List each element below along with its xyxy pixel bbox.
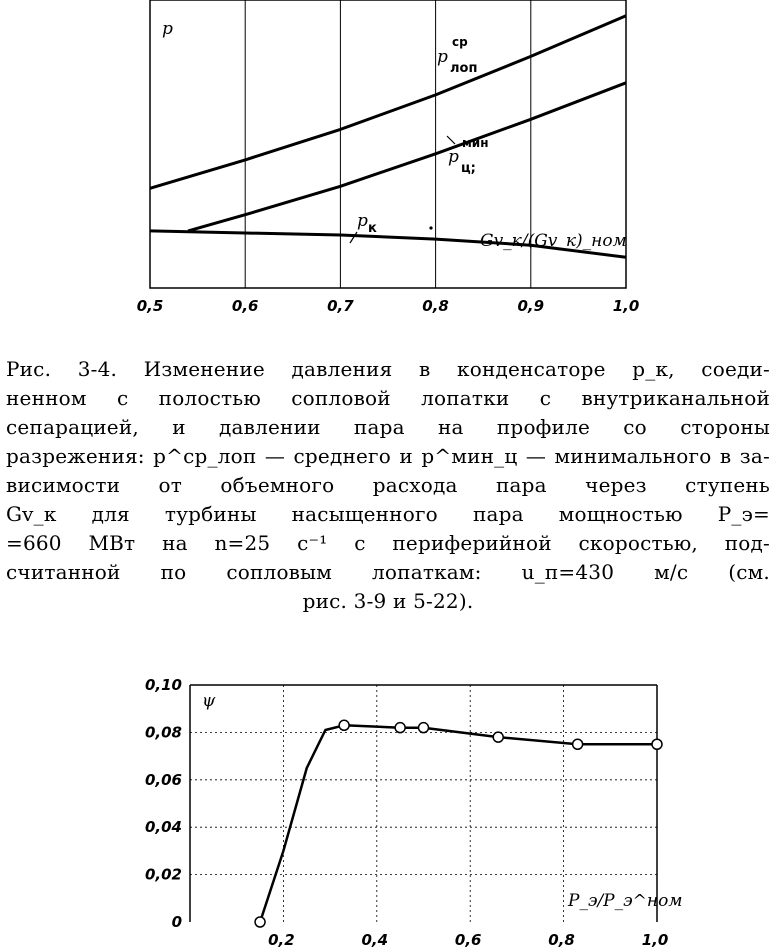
data-point	[573, 739, 583, 749]
label-p-k-sub: к	[368, 221, 377, 236]
y-axis-letter: ψ	[202, 691, 216, 711]
data-point	[339, 720, 349, 730]
caption-line: считанной по сопловым лопаткам: u_п=430 м/с (см.	[6, 560, 770, 584]
y-tick-label: 0,02	[144, 865, 182, 884]
series-line-0	[150, 16, 626, 189]
x-tick-label: 0,6	[231, 297, 259, 315]
x-tick-label: 1,0	[641, 931, 669, 949]
pressure-chart-x-ticks	[137, 297, 640, 315]
figure-caption	[6, 355, 770, 616]
y-tick-label: 0	[171, 913, 182, 931]
label-p-c-leader	[447, 136, 455, 144]
caption-line: разрежения: p^ср_лоп — среднего и p^мин_ц — минимального в за-	[6, 444, 770, 468]
x-axis-label: Gv_к/(Gv_к)_ном	[480, 231, 627, 251]
label-p-lop-sup: ср	[452, 35, 468, 49]
caption-line: Gv_к для турбины насыщенного пара мощностью P_э=	[6, 502, 770, 526]
label-p-k-leader	[350, 232, 357, 243]
caption-line: Рис. 3-4. Изменение давления в конденсаторе p_к, соеди-	[6, 357, 770, 381]
psi-chart-y-ticks	[145, 676, 182, 931]
caption-line: висимости от объемного расхода пара через ступень	[6, 473, 770, 497]
psi-chart	[0, 670, 776, 952]
caption-line: ненном с полостью сопловой лопатки с внутриканальной	[6, 386, 770, 410]
label-p-k-base: p	[357, 211, 368, 231]
data-point	[395, 723, 405, 733]
caption-line: =660 МВт на n=25 с⁻¹ с периферийной скоростью, под-	[6, 531, 770, 555]
psi-chart-grid	[190, 685, 657, 922]
data-point	[255, 917, 265, 927]
x-tick-label: 0,8	[548, 931, 575, 949]
x-tick-label: 0,7	[327, 297, 354, 315]
x-axis-label: P_э/P_э^ном	[568, 891, 683, 911]
label-p-c-sup: мин	[462, 136, 489, 150]
caption-line: рис. 3-9 и 5-22).	[302, 589, 474, 613]
y-tick-label: 0,06	[144, 770, 182, 789]
data-point	[652, 739, 662, 749]
x-tick-label: 0,6	[454, 931, 482, 949]
y-tick-label: 0,08	[144, 723, 182, 742]
x-tick-label: 0,2	[268, 931, 295, 949]
x-tick-label: 0,5	[136, 297, 164, 315]
label-p-c-base: p	[448, 147, 459, 167]
stray-dot	[429, 226, 432, 229]
label-p-lop-base: p	[437, 47, 448, 67]
data-point	[493, 732, 503, 742]
y-tick-label: 0,10	[144, 676, 182, 694]
caption-line: сепарацией, и давлении пара на профиле со стороны	[6, 415, 770, 439]
x-tick-label: 0,8	[422, 297, 449, 315]
pressure-chart	[0, 0, 776, 330]
label-p-lop-sub: лоп	[450, 61, 478, 76]
label-p-c-sub: ц;	[461, 161, 476, 176]
y-axis-letter: p	[162, 19, 173, 39]
pressure-chart-curves	[150, 16, 626, 257]
data-point	[419, 723, 429, 733]
x-tick-label: 1,0	[612, 297, 640, 315]
x-tick-label: 0,4	[361, 931, 389, 949]
x-tick-label: 0,9	[517, 297, 545, 315]
psi-chart-x-ticks	[268, 931, 668, 949]
y-tick-label: 0,04	[144, 818, 182, 837]
